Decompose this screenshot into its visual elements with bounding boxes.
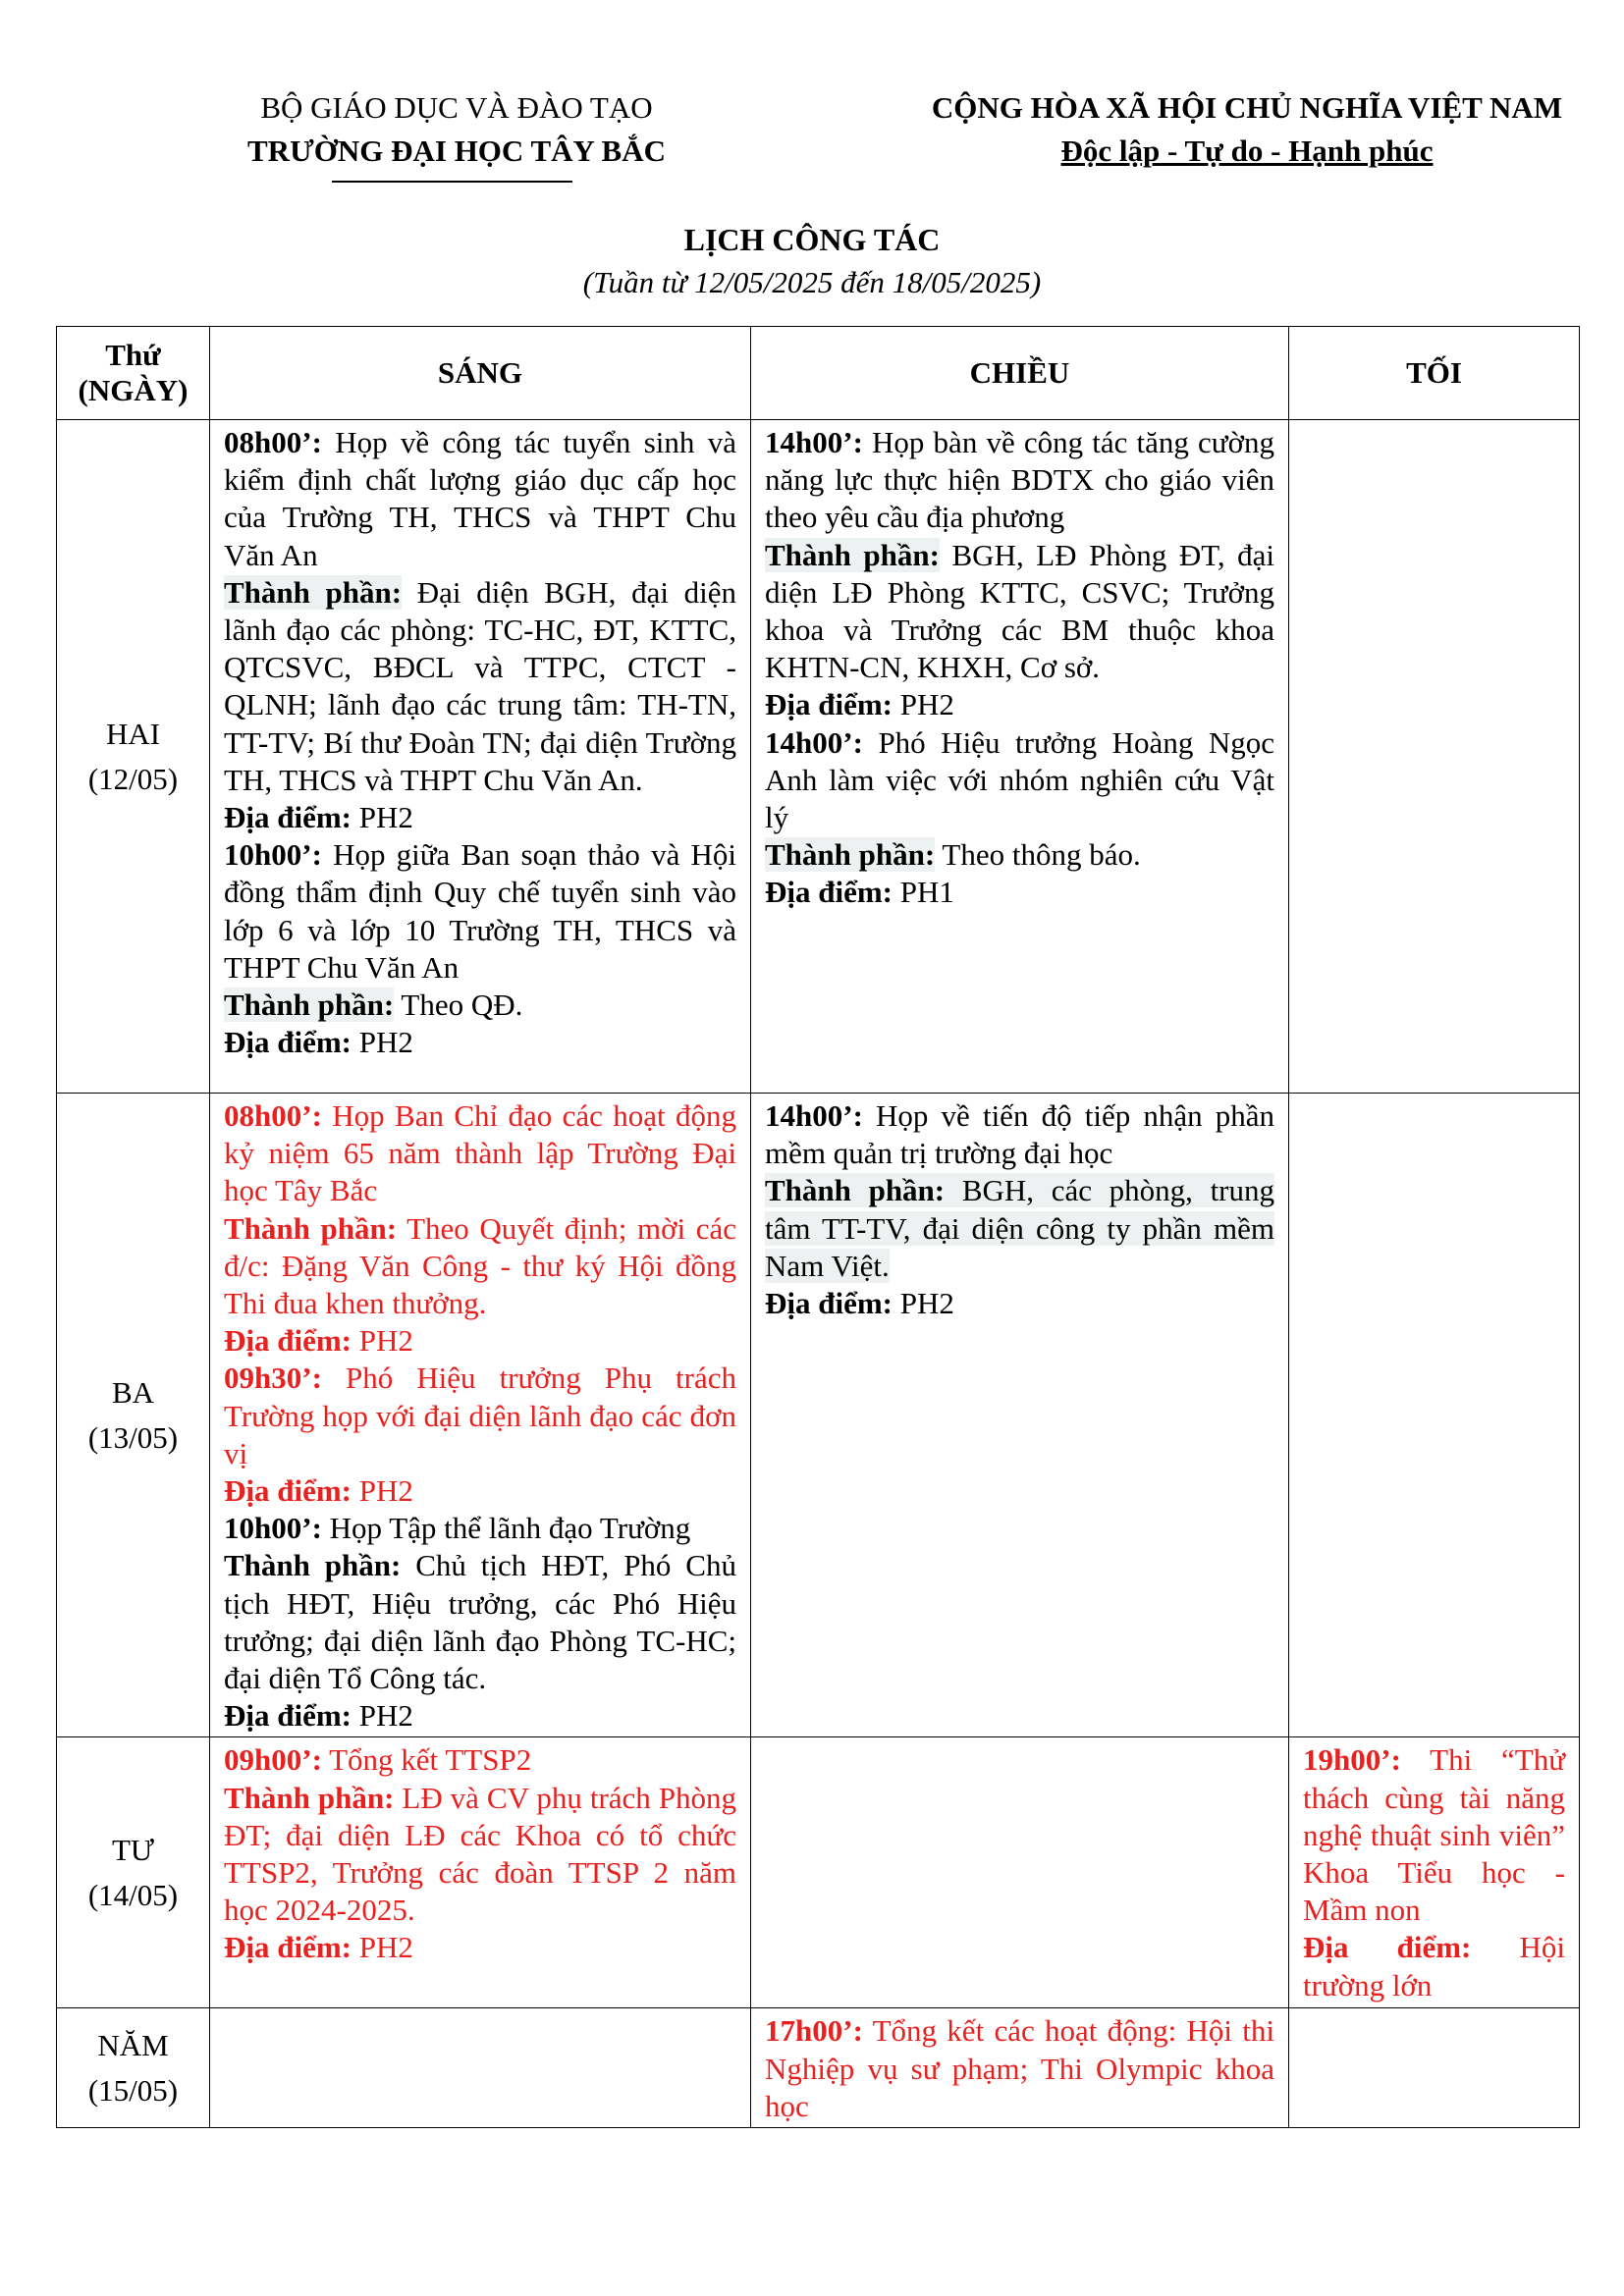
morning-cell — [210, 1737, 751, 2008]
schedule-entry — [765, 424, 1274, 724]
document-subtitle: (Tuần từ 12/05/2025 đến 18/05/2025) — [582, 265, 1042, 299]
day-cell — [57, 420, 210, 1094]
day-cell — [57, 1094, 210, 1737]
evening-cell — [1289, 1737, 1580, 2008]
entry-location: PH2 — [358, 1473, 413, 1509]
day-name: NĂM — [97, 2027, 169, 2062]
national-header — [864, 86, 1624, 173]
location-label: Địa điểm: — [224, 1698, 352, 1734]
participants-label: Thành phần: — [224, 574, 403, 610]
location-label: Địa điểm: — [765, 875, 893, 910]
entry-participants: BGH, LĐ Phòng ĐT, đại diện LĐ Phòng KTTC, CSVC; Trưởng khoa và Trưởng các BM thuộc khoa KHTN-CN, KHXH, Cơ sở. — [765, 537, 1274, 685]
column-header-morning: SÁNG — [210, 327, 751, 420]
entry-participants: BGH, các phòng, trung tâm TT-TV, đại diện công ty phần mềm Nam Việt. — [765, 1173, 1275, 1283]
entry-location: PH2 — [899, 1286, 954, 1321]
entry-description: Phó Hiệu trưởng Hoàng Ngọc Anh làm việc với nhóm nghiên cứu Vật lý — [765, 724, 1274, 835]
day-date: (13/05) — [87, 1419, 179, 1455]
participants-label: Thành phần: — [224, 1210, 398, 1246]
schedule-entry — [224, 1741, 736, 1966]
column-header-day — [57, 327, 210, 420]
participants-label: Thành phần: — [765, 837, 936, 873]
schedule-entry — [765, 1097, 1274, 1322]
location-label: Địa điểm: — [224, 1473, 352, 1509]
column-header-day-label: Thứ — [105, 338, 161, 372]
entry-location: PH2 — [358, 1930, 413, 1965]
ministry-name: BỘ GIÁO DỤC VÀ ĐÀO TẠO — [260, 90, 653, 125]
entry-time: 08h00’: — [224, 1098, 322, 1133]
header-underline-divider — [332, 181, 572, 183]
university-name: TRƯỜNG ĐẠI HỌC TÂY BẮC — [247, 133, 666, 168]
participants-label: Thành phần: — [765, 1173, 946, 1208]
issuer-header — [196, 86, 717, 173]
column-header-date-label: (NGÀY) — [78, 373, 189, 407]
entry-description: Tổng kết các hoạt động: Hội thi Nghiệp vụ sư phạm; Thi Olympic khoa học — [765, 2013, 1274, 2123]
entry-participants: Đại diện BGH, đại diện lãnh đạo các phòng: TC-HC, ĐT, KTTC, QTCSVC, BĐCL và TTPC, CTCT - QLNH; lãnh đạo các trung tâm: TH-TN, TT-TV; Bí thư Đoàn TN; đại diện Trường TH, THCS và THPT Chu Văn An. — [224, 574, 737, 797]
entry-description: Họp về tiến độ tiếp nhận phần mềm quản trị trường đại học — [765, 1098, 1274, 1171]
entry-description: Họp về công tác tuyển sinh và kiểm định chất lượng giáo dục cấp học của Trường TH, THCS và THPT Chu Văn An — [224, 425, 736, 572]
entry-location: PH2 — [358, 1698, 413, 1734]
entry-participants: Theo thông báo. — [942, 837, 1141, 873]
column-header-afternoon: CHIỀU — [751, 327, 1289, 420]
table-header-row — [57, 327, 1580, 420]
evening-cell — [1289, 2008, 1580, 2128]
entry-time: 14h00’: — [765, 1098, 863, 1133]
day-date: (15/05) — [87, 2072, 179, 2108]
table-row — [57, 2008, 1580, 2128]
location-label: Địa điểm: — [765, 687, 893, 722]
afternoon-cell — [751, 1737, 1289, 2008]
table-row — [57, 1094, 1580, 1737]
location-label: Địa điểm: — [224, 1930, 352, 1965]
afternoon-cell — [751, 1094, 1289, 1737]
morning-cell — [210, 420, 751, 1094]
national-motto: Độc lập - Tự do - Hạnh phúc — [1060, 133, 1434, 168]
day-name: TƯ — [112, 1832, 154, 1867]
entry-location: Hội trường lớn — [1303, 1930, 1566, 2002]
schedule-entry — [224, 1360, 736, 1510]
country-name: CỘNG HÒA XÃ HỘI CHỦ NGHĨA VIỆT NAM — [931, 90, 1563, 125]
entry-location: PH2 — [358, 1025, 413, 1060]
entry-time: 17h00’: — [765, 2013, 863, 2049]
entry-description: Họp bàn về công tác tăng cường năng lực thực hiện BDTX cho giáo viên theo yêu cầu địa phương — [765, 425, 1274, 535]
entry-participants: Theo QĐ. — [401, 988, 523, 1023]
schedule-entry — [224, 424, 736, 836]
entry-description: Thi “Thử thách cùng tài năng nghệ thuật sinh viên” Khoa Tiểu học - Mầm non — [1303, 1742, 1565, 1928]
entry-description: Họp Tập thể lãnh đạo Trường — [329, 1511, 691, 1546]
day-name: BA — [111, 1374, 155, 1410]
participants-label: Thành phần: — [224, 1548, 402, 1583]
document-title: LỊCH CÔNG TÁC — [683, 222, 941, 257]
schedule-entry — [224, 1510, 736, 1735]
location-label: Địa điểm: — [224, 1323, 352, 1359]
morning-cell — [210, 1094, 751, 1737]
day-cell — [57, 2008, 210, 2128]
evening-cell — [1289, 420, 1580, 1094]
schedule-entry — [224, 836, 736, 1061]
location-label: Địa điểm: — [1303, 1930, 1472, 1965]
location-label: Địa điểm: — [224, 1025, 352, 1060]
entry-location: PH2 — [358, 800, 413, 835]
day-cell — [57, 1737, 210, 2008]
entry-time: 14h00’: — [765, 724, 863, 760]
entry-location: PH2 — [899, 687, 954, 722]
table-row — [57, 1737, 1580, 2008]
entry-time: 08h00’: — [224, 425, 322, 459]
entry-location: PH1 — [899, 875, 954, 910]
participants-label: Thành phần: — [765, 537, 940, 572]
location-label: Địa điểm: — [765, 1286, 893, 1321]
entry-description: Phó Hiệu trưởng Phụ trách Trường họp với đại diện lãnh đạo các đơn vị — [224, 1361, 737, 1470]
schedule-entry — [765, 724, 1274, 912]
entry-time: 10h00’: — [224, 1511, 322, 1546]
column-header-evening: TỐI — [1289, 327, 1580, 420]
afternoon-cell — [751, 2008, 1289, 2128]
day-name: HAI — [105, 716, 161, 751]
entry-description: Tổng kết TTSP2 — [329, 1742, 532, 1778]
entry-location: PH2 — [358, 1323, 413, 1359]
entry-participants: Theo Quyết định; mời các đ/c: Đặng Văn Công - thư ký Hội đồng Thi đua khen thưởng. — [224, 1210, 736, 1321]
entry-description: Họp Ban Chỉ đạo các hoạt động kỷ niệm 65 năm thành lập Trường Đại học Tây Bắc — [224, 1098, 736, 1208]
schedule-entry — [1303, 1741, 1565, 2003]
evening-cell — [1289, 1094, 1580, 1737]
table-row — [57, 420, 1580, 1094]
participants-label: Thành phần: — [224, 1780, 395, 1815]
entry-time: 09h30’: — [224, 1361, 322, 1396]
entry-description: Họp giữa Ban soạn thảo và Hội đồng thẩm định Quy chế tuyển sinh vào lớp 6 và lớp 10 Trường TH, THCS và THPT Chu Văn An — [224, 837, 737, 985]
afternoon-cell — [751, 420, 1289, 1094]
morning-cell — [210, 2008, 751, 2128]
day-date: (12/05) — [87, 761, 179, 796]
entry-time: 19h00’: — [1303, 1742, 1401, 1778]
entry-participants: LĐ và CV phụ trách Phòng ĐT; đại diện LĐ các Khoa có tổ chức TTSP2, Trưởng các đoàn TTSP 2 năm học 2024-2025. — [224, 1780, 736, 1928]
entry-time: 09h00’: — [224, 1742, 322, 1778]
entry-time: 14h00’: — [765, 425, 863, 459]
entry-time: 10h00’: — [224, 837, 322, 873]
day-date: (14/05) — [87, 1877, 179, 1912]
schedule-entry — [765, 2012, 1274, 2125]
location-label: Địa điểm: — [224, 800, 352, 835]
schedule-table — [56, 326, 1580, 2128]
participants-label: Thành phần: — [224, 988, 395, 1023]
schedule-entry — [224, 1097, 736, 1360]
entry-participants: Chủ tịch HĐT, Phó Chủ tịch HĐT, Hiệu trưởng, các Phó Hiệu trưởng; đại diện lãnh đạo Phòng TC-HC; đại diện Tổ Công tác. — [224, 1548, 736, 1696]
